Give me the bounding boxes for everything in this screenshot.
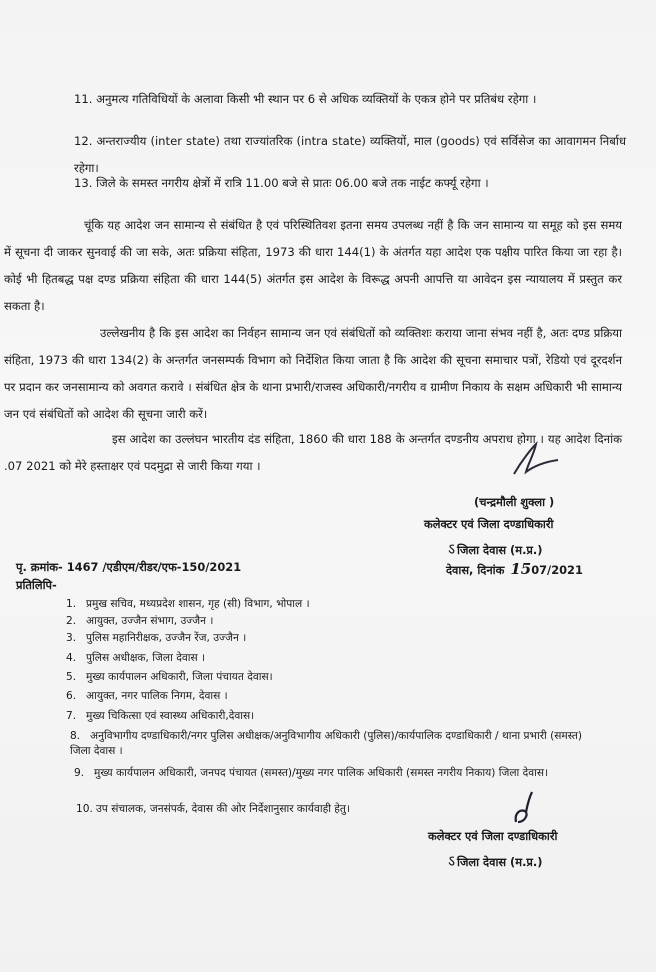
signature-scribble [506, 440, 566, 480]
handwritten-tick-icon: ऽ [448, 852, 456, 870]
copy-item-5: 5. मुख्य कार्यपालन अधिकारी, जिला पंचायत देवास। [66, 671, 273, 683]
order-text: जिले के समस्त नगरीय क्षेत्रों में रात्रि 11.00 बजे से प्रातः 06.00 बजे तक नाईट कर्फ्यू रहेगा । [96, 176, 489, 190]
order-text: अन्तराज्यीय (inter state) तथा राज्यांतरिक (intra state) व्यक्तियों, माल (goods) एवं सर्विसेज का आवागमन निर्बाध रहेगा। [74, 134, 626, 175]
signatory-name: (चन्द्रमौली शुक्ला ) [474, 495, 555, 509]
paragraph-publicity: उल्लेखनीय है कि इस आदेश का निर्वहन सामान्य जन एवं संबंधितों को व्यक्तिशः कराया जाना संभव नहीं है, अतः दण्ड प्रक्रिया संहिता, 1973 की धारा 134(2) के अन्तर्गत जनसम्पर्क विभाग को निर्देशित किया जाता है कि आदेश की सूचना समाचार पत्रों, रेडियो एवं दूरदर्शन पर प्रदान कर जनसामान्य को अवगत करावे । संबंधित क्षेत्र के थाना प्रभारी/राजस्व अधिकारी/नगरीय व ग्रामीण निकाय के सक्षम अधिकारी भी सामान्य जन एवं संबंधितों को आदेश की सूचना जारी करें। [4, 326, 622, 421]
memo-number: पृ. क्रमांक- 1467 /एडीएम/रीडर/एफ-150/2021 [16, 560, 242, 574]
order-number: 13. [74, 176, 93, 190]
order-number: 11. [74, 92, 93, 106]
signatory2-designation: कलेक्टर एवं जिला दण्डाधिकारी [428, 829, 558, 843]
handwritten-date: 15 [510, 560, 532, 578]
order-item-11 [74, 86, 626, 113]
copy-item-4: 4. पुलिस अधीक्षक, जिला देवास । [66, 652, 205, 664]
paragraph-one-sided-order: चूंकि यह आदेश जन सामान्य से संबंधित है एवं परिस्थितिवश इतना समय उपलब्ध नहीं है कि जन सामान्य या समूह को इस समय में सूचना दी जाकर सुनवाई की जा सके, अतः प्रक्रिया संहिता, 1973 की धारा 144(1) के अंतर्गत यहा आदेश एक पक्षीय पारित किया जा रहा है। कोई भी हितबद्ध पक्ष दण्ड प्रक्रिया संहिता की धारा 144(5) अंतर्गत इस आदेश के विरूद्ध अपनी आपत्ति या आवेदन इस न्यायालय में प्रस्तुत कर सकता है। [4, 218, 622, 313]
copy-item-7: 7. मुख्य चिकित्सा एवं स्वास्थ्य अधिकारी,देवास। [66, 710, 255, 722]
order-text: अनुमत्य गतिविधियों के अलावा किसी भी स्थान पर 6 से अधिक व्यक्तियों के एकत्र होने पर प्रतिबंध रहेगा । [96, 92, 537, 106]
copy-item-9: 9. मुख्य कार्यपालन अधिकारी, जनपद पंचायत (समस्त)/मुख्य नगर पालिक अधिकारी (समस्त नगरीय निकाय) जिला देवास। [74, 767, 549, 779]
copy-item-10: 10. उप संचालक, जनसंपर्क, देवास की ओर निर्देशानुसार कार्यवाही हेतु। [76, 803, 350, 815]
signature-scribble-2 [504, 790, 544, 830]
signatory2-district: ऽ जिला देवास (म.प्र.) [448, 852, 543, 870]
order-number: 12. [74, 134, 93, 148]
handwritten-tick-icon: ऽ [448, 540, 456, 558]
copy-label: प्रतिलिपि- [16, 578, 57, 592]
copy-item-6: 6. आयुक्त, नगर पालिक निगम, देवास । [66, 690, 228, 702]
memo-date: देवास, दिनांक 1507/2021 [446, 560, 583, 578]
signatory-designation: कलेक्टर एवं जिला दण्डाधिकारी [424, 517, 554, 531]
copy-item-1: 1. प्रमुख सचिव, मध्यप्रदेश शासन, गृह (सी) विभाग, भोपाल । [66, 598, 310, 610]
copy-item-2: 2. आयुक्त, उज्जैन संभाग, उज्जैन । [66, 615, 214, 627]
signatory-district: ऽ जिला देवास (म.प्र.) [448, 540, 543, 558]
copy-item-3: 3. पुलिस महानिरीक्षक, उज्जैन रेंज, उज्जैन । [66, 632, 247, 644]
paragraph-violation: इस आदेश का उल्लंघन भारतीय दंड संहिता, 1860 की धारा 188 के अन्तर्गत दण्डनीय अपराध होगा । यह आदेश दिनांक .07 2021 को मेरे हस्ताक्षर एवं पदमुद्रा से जारी किया गया । [4, 432, 622, 473]
copy-item-8: 8. अनुविभागीय दण्डाधिकारी/नगर पुलिस अधीक्षक/अनुविभागीय अधिकारी (पुलिस)/कार्यपालिक दण्डाधिकारी / थाना प्रभारी (समस्त) जिला देवास । [70, 730, 583, 757]
order-item-13 [74, 170, 626, 197]
